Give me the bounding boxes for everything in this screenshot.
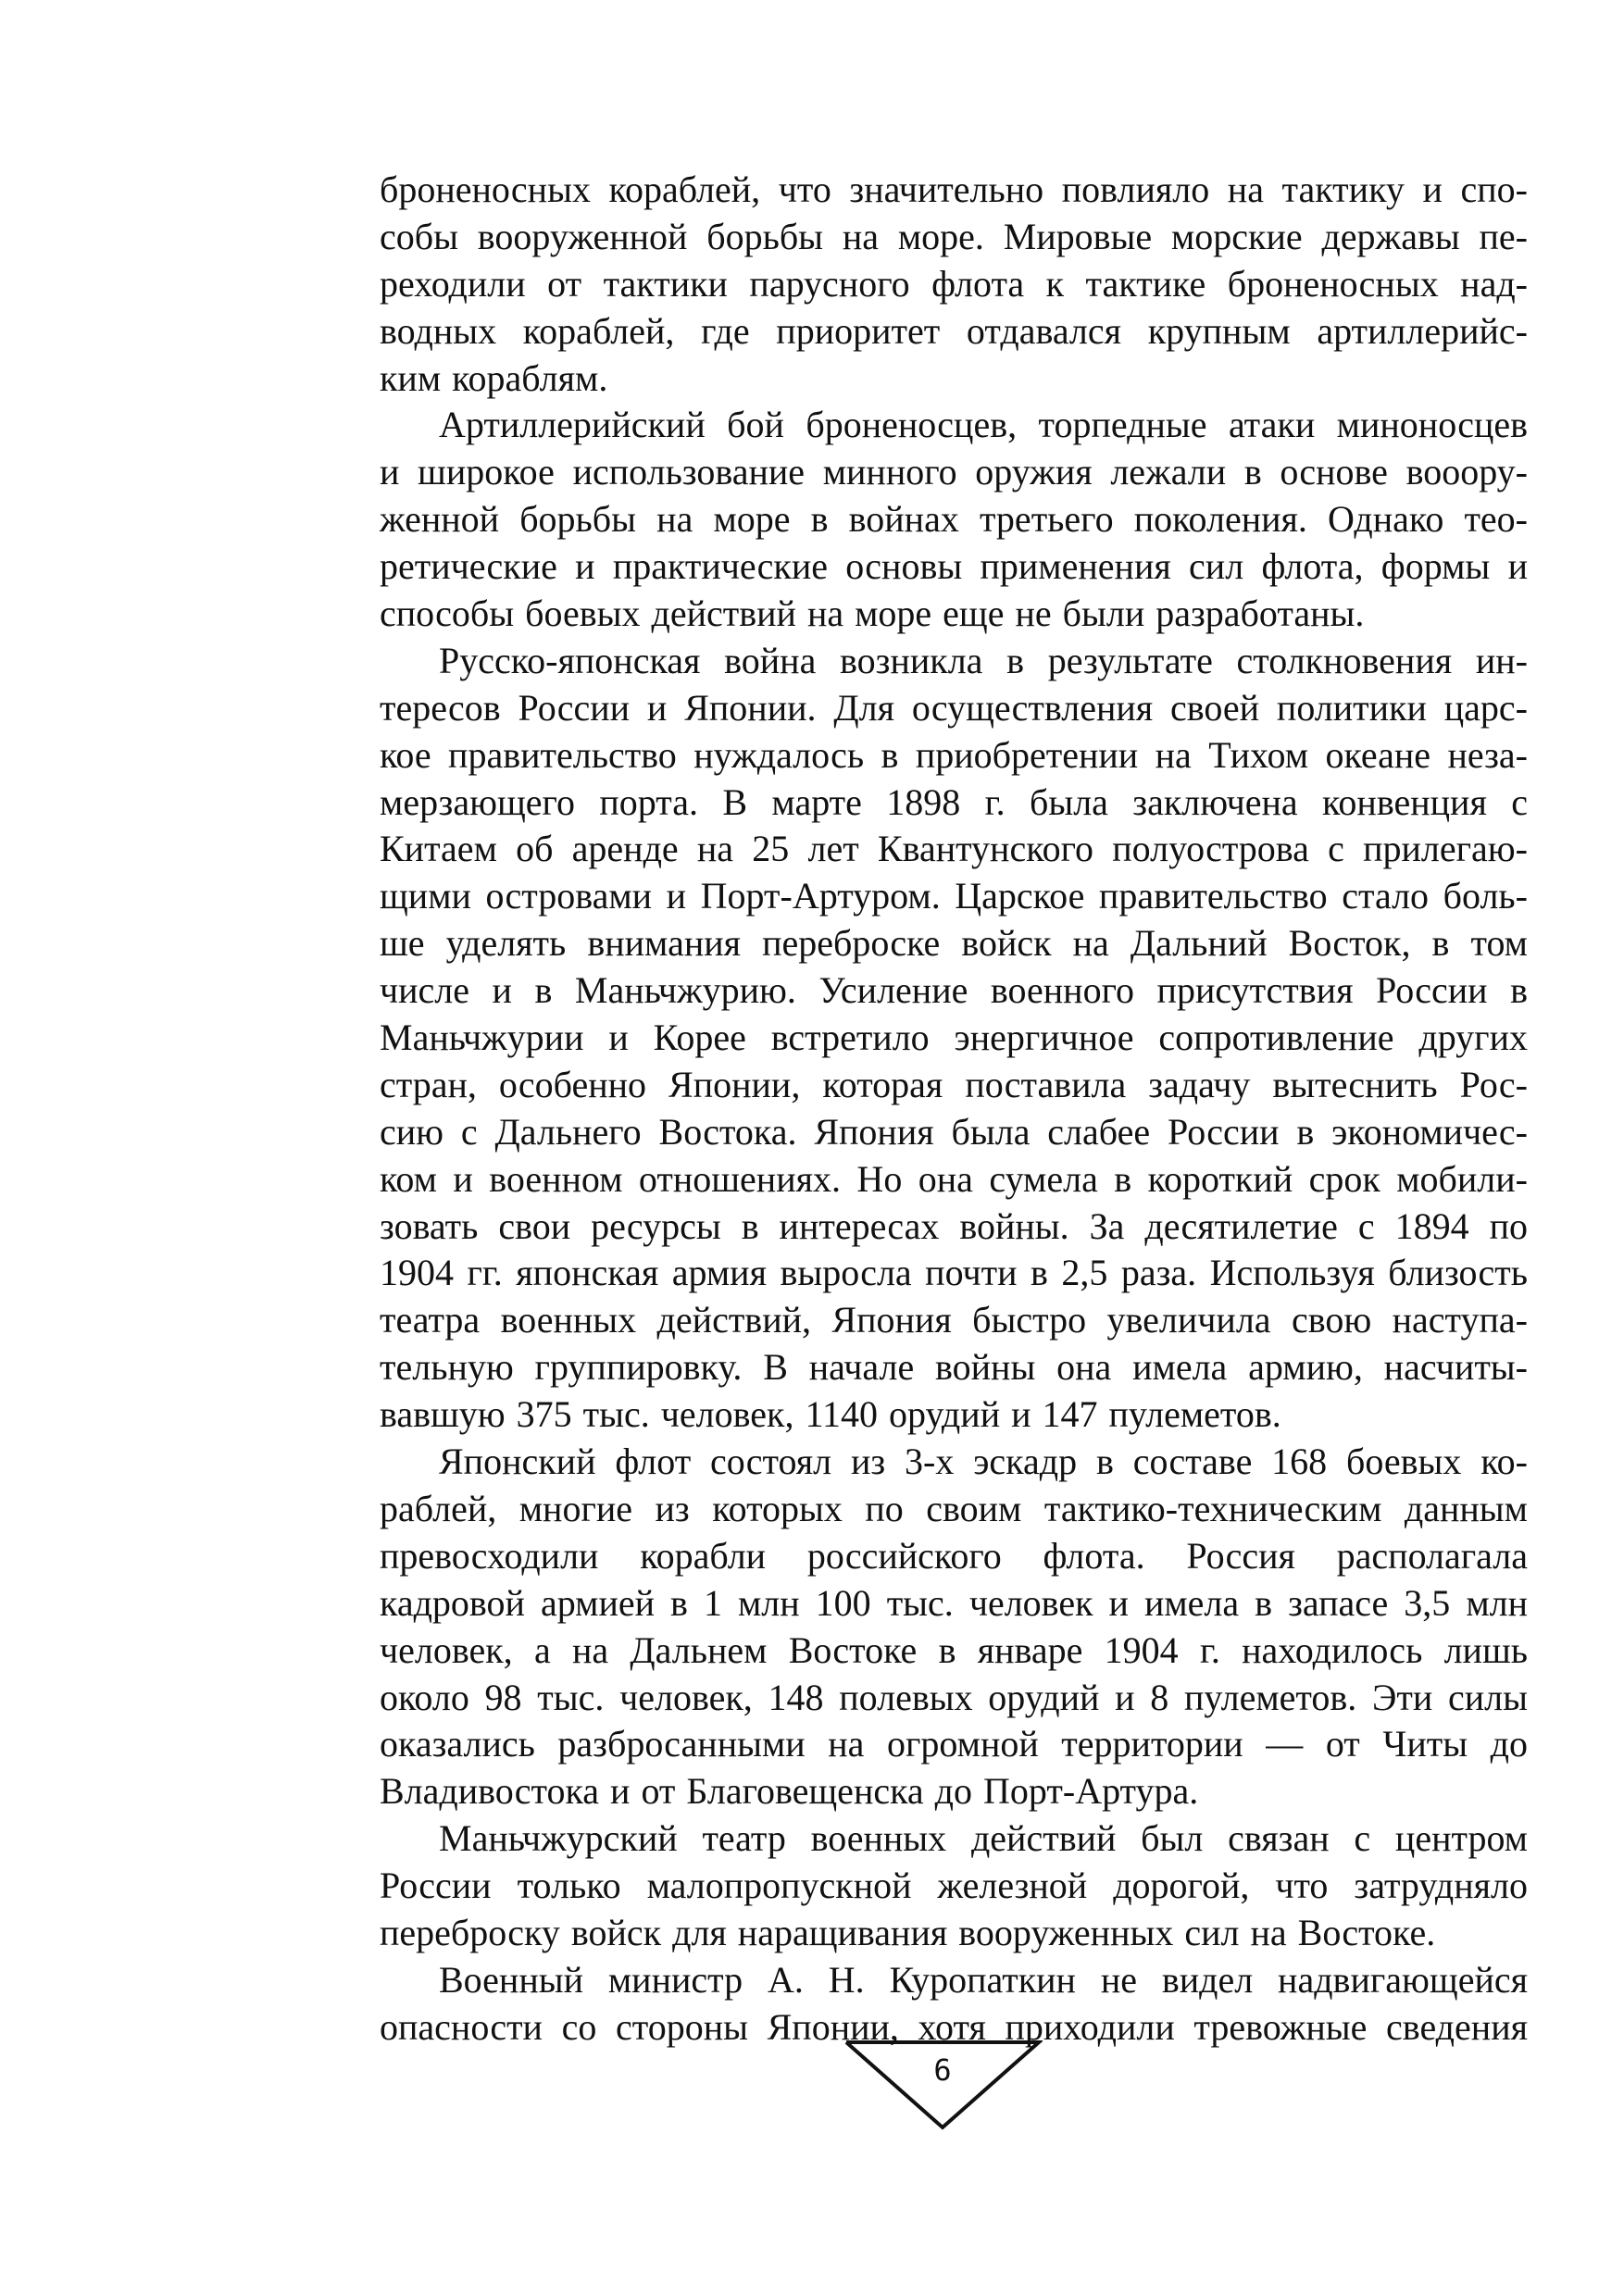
text-line: вавшую 375 тыс. человек, 1140 орудий и 147 пулеметов. xyxy=(380,1393,1281,1436)
page-number: 6 xyxy=(933,2052,952,2088)
text-line: около 98 тыс. человек, 148 полевых орудий и 8 пулеметов. Эти силы xyxy=(380,1676,1528,1718)
page-number-badge xyxy=(843,2039,1043,2131)
text-line: театра военных действий, Япония быстро увеличила свою наступа- xyxy=(380,1299,1528,1341)
text-line: кадровой армией в 1 млн 100 тыс. человек и имела в запасе 3,5 млн xyxy=(380,1581,1528,1624)
text-line: ретические и практические основы применения сил флота, формы и xyxy=(380,545,1528,588)
text-line: оказались разбросанными на огромной территории — от Читы до xyxy=(380,1723,1528,1765)
paragraph-3 xyxy=(380,638,1528,1439)
text-line: зовать свои ресурсы в интересах войны. За десятилетие с 1894 по xyxy=(380,1204,1528,1247)
text-line: мерзающего порта. В марте 1898 г. была заключена конвенция с xyxy=(380,780,1528,823)
text-line: переброску войск для наращивания вооруженных сил на Востоке. xyxy=(380,1911,1436,1953)
text-line: стран, особенно Японии, которая поставила задачу вытеснить Рос- xyxy=(380,1063,1528,1105)
text-line: ким кораблям. xyxy=(380,356,608,399)
paragraph-4 xyxy=(380,1439,1528,1815)
paragraph-1 xyxy=(380,167,1528,402)
text-line: 1904 гг. японская армия выросла почти в 2,5 раза. Используя близость xyxy=(380,1252,1528,1294)
paragraph-5 xyxy=(380,1815,1528,1957)
paragraph-2 xyxy=(380,402,1528,637)
text-line: Военный министр А. Н. Куропаткин не видел надвигающейся xyxy=(439,1958,1528,2001)
text-line: ком и военном отношениях. Но она сумела в короткий срок мобили- xyxy=(380,1157,1528,1200)
text-line: Китаем об аренде на 25 лет Квантунского полуострова с прилегаю- xyxy=(380,828,1528,870)
text-line: способы боевых действий на море еще не были разработаны. xyxy=(380,592,1365,635)
text-line: кое правительство нуждалось в приобретении на Тихом океане неза- xyxy=(380,733,1528,776)
text-line: водных кораблей, где приоритет отдавался крупным артиллерийс- xyxy=(380,309,1528,352)
text-line: броненосных кораблей, что значительно повлияло на тактику и спо- xyxy=(380,168,1528,210)
text-line: раблей, многие из которых по своим тактико-техническим данным xyxy=(380,1487,1528,1529)
text-line: человек, а на Дальнем Востоке в январе 1904 г. находилось лишь xyxy=(380,1628,1528,1671)
text-line: собы вооруженной борьбы на море. Мировые морские державы пе- xyxy=(380,215,1528,257)
text-line: числе и в Маньчжурию. Усиление военного присутствия России в xyxy=(380,969,1528,1012)
text-line: женной борьбы на море в войнах третьего поколения. Однако тео- xyxy=(380,498,1528,541)
text-line: тересов России и Японии. Для осуществления своей политики царс- xyxy=(380,686,1528,729)
page-text-body xyxy=(380,167,1528,2052)
text-line: щими островами и Порт-Артуром. Царское правительство стало боль- xyxy=(380,875,1528,917)
text-line: сию с Дальнего Востока. Япония была слабее России в экономичес- xyxy=(380,1110,1528,1153)
text-line: России только малопропускной железной дорогой, что затрудняло xyxy=(380,1865,1528,1907)
text-line: превосходили корабли российского флота. Россия располагала xyxy=(380,1534,1528,1577)
text-line: Японский флот состоял из 3-х эскадр в составе 168 боевых ко- xyxy=(439,1441,1528,1483)
text-line: опасности со стороны Японии, хотя приходили тревожные сведения xyxy=(380,2005,1528,2048)
paragraph-6 xyxy=(380,1957,1528,2052)
text-line: тельную группировку. В начале войны она имела армию, насчиты- xyxy=(380,1346,1528,1389)
text-line: Маньчжурии и Корее встретило энергичное сопротивление других xyxy=(380,1017,1528,1059)
text-line: реходили от тактики парусного флота к тактике броненосных над- xyxy=(380,262,1528,305)
text-line: Маньчжурский театр военных действий был связан с центром xyxy=(439,1817,1528,1860)
text-line: ше уделять внимания переброске войск на Дальний Восток, в том xyxy=(380,922,1528,965)
text-line: и широкое использование минного оружия лежали в основе вооору- xyxy=(380,451,1528,493)
text-line: Артиллерийский бой броненосцев, торпедные атаки миноносцев xyxy=(439,404,1528,446)
text-line: Русско-японская война возникла в результате столкновения ин- xyxy=(439,639,1528,681)
text-line: Владивостока и от Благовещенска до Порт-Артура. xyxy=(380,1770,1199,1813)
